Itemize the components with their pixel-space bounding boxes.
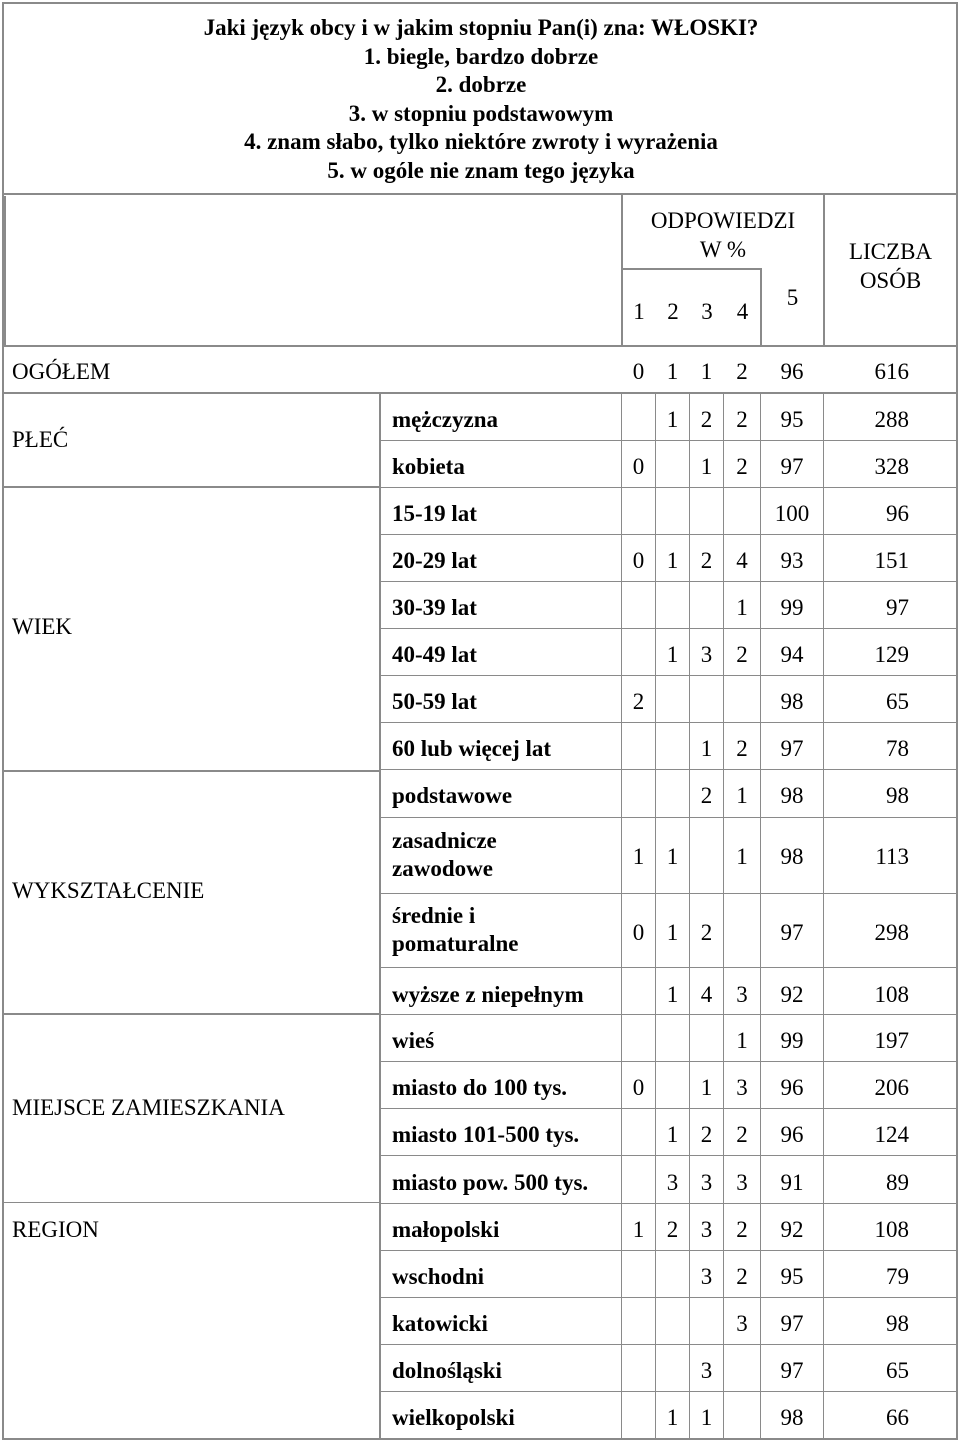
value-cell: 1 — [632, 1217, 645, 1242]
count-cell: 124 — [874, 1122, 909, 1147]
value-cell: 3 — [700, 1170, 713, 1195]
row-label: 15-19 lat — [392, 501, 477, 526]
divider — [2, 1013, 380, 1015]
divider — [2, 770, 380, 772]
group-label: REGION — [12, 1217, 99, 1242]
count-cell: 108 — [874, 1217, 909, 1242]
value-cell: 99 — [780, 595, 804, 620]
count-cell: 98 — [886, 783, 909, 808]
frame-bottom — [2, 1438, 958, 1440]
value-cell: 2 — [632, 689, 645, 714]
row-label: 30-39 lat — [392, 595, 477, 620]
value-cell: 98 — [780, 844, 804, 869]
value-cell: 2 — [736, 359, 748, 384]
divider — [381, 1155, 958, 1156]
divider — [381, 1014, 958, 1015]
count-cell: 206 — [874, 1075, 909, 1100]
row-label: mężczyzna — [392, 407, 498, 432]
row-label: 20-29 lat — [392, 548, 477, 573]
value-cell: 1 — [736, 595, 748, 620]
value-cell: 91 — [780, 1170, 804, 1195]
group-label: WYKSZTAŁCENIE — [12, 878, 205, 903]
count-cell: 108 — [874, 982, 909, 1007]
answers-header-unit: W % — [699, 237, 747, 262]
divider — [381, 487, 958, 488]
answer-code: 1 — [633, 299, 645, 324]
row-label: podstawowe — [392, 783, 513, 808]
value-cell: 2 — [736, 736, 748, 761]
divider — [381, 1108, 958, 1109]
divider — [379, 394, 381, 1438]
row-label: miasto pow. 500 tys. — [392, 1170, 589, 1195]
count-cell: 298 — [874, 920, 909, 945]
divider — [2, 345, 958, 347]
value-cell: 4 — [700, 982, 713, 1007]
value-cell: 3 — [700, 642, 713, 667]
value-cell: 0 — [632, 454, 645, 479]
count-cell: 78 — [886, 736, 909, 761]
row-label: wieś — [392, 1028, 435, 1053]
answer-option: 1. biegle, bardzo dobrze — [363, 43, 599, 69]
value-cell: 3 — [666, 1170, 679, 1195]
value-cell: 1 — [666, 844, 679, 869]
answer-option: 4. znam słabo, tylko niektóre zwroty i wyrażenia — [244, 129, 718, 154]
value-cell: 3 — [736, 1075, 748, 1100]
divider — [2, 392, 958, 394]
value-cell: 0 — [632, 548, 645, 573]
answers-header: ODPOWIEDZI — [650, 208, 796, 233]
divider — [381, 675, 958, 676]
value-cell: 1 — [736, 844, 748, 869]
group-label: WIEK — [12, 614, 73, 639]
count-cell: 151 — [874, 548, 909, 573]
answer-code: 5 — [786, 285, 799, 310]
value-cell: 0 — [632, 920, 645, 945]
count-cell: 616 — [874, 359, 909, 384]
value-cell: 2 — [700, 407, 713, 432]
value-cell: 1 — [666, 642, 679, 667]
row-label: wyższe z niepełnym — [392, 982, 584, 1007]
value-cell: 0 — [632, 1075, 645, 1100]
value-cell: 2 — [736, 642, 748, 667]
divider — [2, 1202, 380, 1203]
count-cell: 66 — [886, 1405, 909, 1430]
row-label: miasto do 100 tys. — [392, 1075, 568, 1100]
value-cell: 1 — [700, 1405, 713, 1430]
value-cell: 1 — [736, 783, 748, 808]
value-cell: 0 — [632, 359, 645, 384]
row-label-line: pomaturalne — [392, 931, 519, 956]
value-cell: 1 — [666, 548, 679, 573]
value-cell: 96 — [780, 1122, 804, 1147]
count-cell: 65 — [886, 1358, 909, 1383]
value-cell: 2 — [700, 548, 713, 573]
row-label: małopolski — [392, 1217, 500, 1242]
divider — [4, 196, 6, 346]
answer-option: 2. dobrze — [435, 72, 527, 97]
row-label: katowicki — [392, 1311, 488, 1336]
row-label: kobieta — [392, 454, 465, 479]
value-cell: 96 — [780, 1075, 804, 1100]
value-cell: 1 — [632, 844, 645, 869]
divider — [381, 893, 958, 894]
count-cell: 197 — [874, 1028, 909, 1053]
value-cell: 2 — [700, 920, 713, 945]
value-cell: 97 — [780, 920, 804, 945]
frame-right — [956, 2, 958, 1440]
row-label: miasto 101-500 tys. — [392, 1122, 580, 1147]
value-cell: 4 — [736, 548, 748, 573]
count-cell: 65 — [886, 689, 909, 714]
value-cell: 94 — [780, 642, 804, 667]
value-cell: 2 — [736, 454, 748, 479]
divider — [381, 1391, 958, 1392]
row-label-line: zasadnicze — [392, 828, 497, 853]
value-cell: 1 — [666, 407, 679, 432]
row-label: 40-49 lat — [392, 642, 477, 667]
divider — [381, 817, 958, 818]
value-cell: 1 — [666, 359, 679, 384]
count-header: LICZBA — [848, 239, 933, 264]
row-label: wschodni — [392, 1264, 485, 1289]
divider — [381, 1061, 958, 1062]
count-cell: 96 — [886, 501, 909, 526]
value-cell: 3 — [700, 1358, 713, 1383]
value-cell: 1 — [700, 736, 713, 761]
divider — [381, 440, 958, 441]
value-cell: 98 — [780, 1405, 804, 1430]
value-cell: 93 — [780, 548, 804, 573]
divider — [381, 628, 958, 629]
value-cell: 92 — [780, 1217, 804, 1242]
value-cell: 1 — [700, 454, 713, 479]
answer-code: 2 — [667, 299, 679, 324]
value-cell: 3 — [736, 1170, 748, 1195]
row-label: dolnośląski — [392, 1358, 502, 1383]
value-cell: 98 — [780, 689, 804, 714]
count-header: OSÓB — [859, 268, 922, 293]
divider — [381, 1297, 958, 1298]
value-cell: 99 — [780, 1028, 804, 1053]
divider — [381, 581, 958, 582]
value-cell: 97 — [780, 1311, 804, 1336]
divider — [623, 268, 761, 270]
answer-option: 3. w stopniu podstawowym — [348, 100, 614, 126]
divider — [381, 769, 958, 770]
value-cell: 96 — [780, 359, 804, 384]
value-cell: 98 — [780, 783, 804, 808]
value-cell: 3 — [736, 1311, 748, 1336]
count-cell: 288 — [874, 407, 909, 432]
question-title — [6, 14, 956, 185]
answer-code: 4 — [736, 299, 749, 324]
value-cell: 2 — [736, 1264, 748, 1289]
count-cell: 79 — [886, 1264, 909, 1289]
row-label-line: zawodowe — [392, 856, 493, 881]
value-cell: 97 — [780, 736, 804, 761]
value-cell: 1 — [736, 1028, 748, 1053]
group-label: PŁEĆ — [12, 427, 69, 452]
divider — [2, 193, 958, 195]
value-cell: 2 — [736, 1122, 748, 1147]
value-cell: 2 — [700, 1122, 713, 1147]
row-label: 60 lub więcej lat — [392, 736, 552, 761]
question-text: Jaki język obcy i w jakim stopniu Pan(i) zna: WŁOSKI? — [203, 15, 759, 40]
count-cell: 98 — [886, 1311, 909, 1336]
row-label-line: średnie i — [392, 903, 476, 928]
divider — [381, 534, 958, 535]
value-cell: 95 — [780, 1264, 804, 1289]
value-cell: 95 — [780, 407, 804, 432]
value-cell: 2 — [666, 1217, 679, 1242]
value-cell: 92 — [780, 982, 804, 1007]
answer-option: 5. w ogóle nie znam tego języka — [327, 157, 635, 183]
value-cell: 3 — [700, 1217, 713, 1242]
divider — [381, 1250, 958, 1251]
total-label: OGÓŁEM — [12, 359, 111, 384]
value-cell: 1 — [666, 982, 679, 1007]
divider — [381, 967, 958, 968]
row-label: wielkopolski — [392, 1405, 515, 1430]
value-cell: 97 — [780, 454, 804, 479]
value-cell: 1 — [666, 1122, 679, 1147]
row-label — [392, 902, 519, 958]
value-cell: 97 — [780, 1358, 804, 1383]
divider — [381, 1203, 958, 1204]
value-cell: 2 — [700, 783, 713, 808]
count-cell: 328 — [874, 454, 909, 479]
value-cell: 3 — [700, 1264, 713, 1289]
count-cell: 129 — [874, 642, 909, 667]
divider — [381, 1344, 958, 1345]
value-cell: 1 — [666, 920, 679, 945]
row-label: 50-59 lat — [392, 689, 477, 714]
value-cell: 1 — [666, 1405, 679, 1430]
group-label: MIEJSCE ZAMIESZKANIA — [12, 1095, 285, 1120]
value-cell: 1 — [700, 359, 713, 384]
value-cell: 2 — [736, 407, 748, 432]
row-label — [392, 827, 497, 883]
divider — [2, 486, 380, 488]
value-cell: 3 — [736, 982, 748, 1007]
divider — [381, 722, 958, 723]
count-cell: 97 — [886, 595, 909, 620]
value-cell: 100 — [774, 501, 810, 526]
count-cell: 89 — [886, 1170, 909, 1195]
count-cell: 113 — [875, 844, 909, 869]
frame-top — [2, 2, 958, 4]
value-cell: 2 — [736, 1217, 748, 1242]
value-cell: 1 — [700, 1075, 713, 1100]
answer-code: 3 — [701, 299, 713, 324]
